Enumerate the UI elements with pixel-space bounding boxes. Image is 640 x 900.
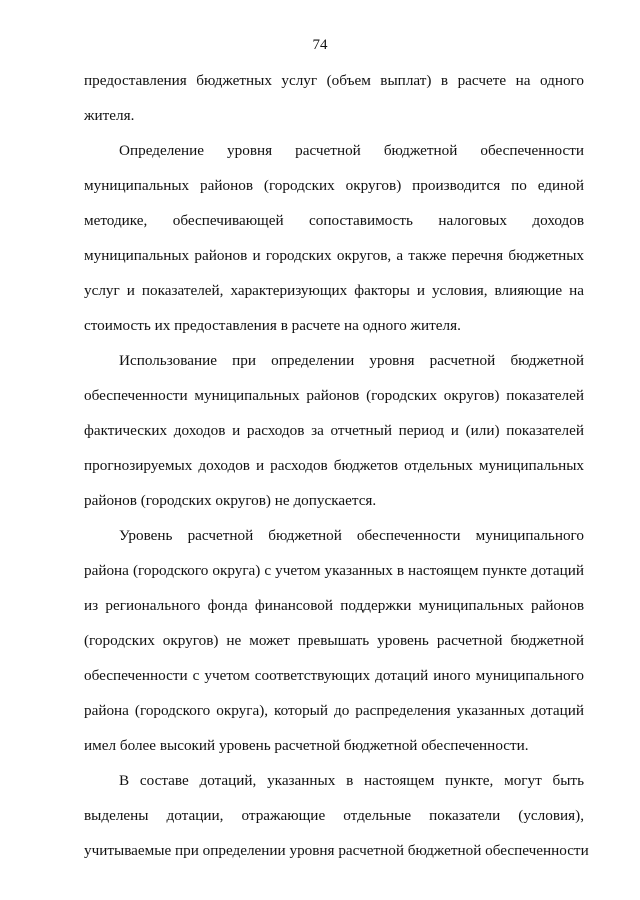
text-line: фактических доходов и расходов за отчетный период и (или) показателей xyxy=(84,422,584,439)
page-number: 74 xyxy=(312,37,328,53)
text-line: района (городского округа), который до распределения указанных дотаций xyxy=(84,702,584,719)
text-line: обеспеченности муниципальных районов (городских округов) показателей xyxy=(84,387,584,404)
text-line: районов (городских округов) не допускается. xyxy=(84,492,377,509)
text-line: В составе дотаций, указанных в настоящем пункте, могут быть xyxy=(119,772,584,789)
text-line: Уровень расчетной бюджетной обеспеченности муниципального xyxy=(119,527,584,544)
text-line: услуг и показателей, характеризующих факторы и условия, влияющие на xyxy=(84,282,584,299)
text-line: методике, обеспечивающей сопоставимость налоговых доходов xyxy=(84,212,584,229)
text-line: учитываемые при определении уровня расчетной бюджетной обеспеченности xyxy=(84,842,589,859)
text-line: Определение уровня расчетной бюджетной обеспеченности xyxy=(119,142,584,159)
text-line: района (городского округа) с учетом указанных в настоящем пункте дотаций xyxy=(84,562,584,579)
text-line: стоимость их предоставления в расчете на одного жителя. xyxy=(84,317,461,334)
text-line: муниципальных районов (городских округов) производится по единой xyxy=(84,177,584,194)
text-line: обеспеченности с учетом соответствующих дотаций иного муниципального xyxy=(84,667,584,684)
text-line: имел более высокий уровень расчетной бюджетной обеспеченности. xyxy=(84,737,529,754)
text-line: муниципальных районов и городских округов, а также перечня бюджетных xyxy=(84,247,584,264)
text-line: (городских округов) не может превышать уровень расчетной бюджетной xyxy=(84,632,584,649)
text-line: жителя. xyxy=(84,107,135,124)
text-line: Использование при определении уровня расчетной бюджетной xyxy=(119,352,584,369)
text-line: из регионального фонда финансовой поддержки муниципальных районов xyxy=(84,597,584,614)
text-line: выделены дотации, отражающие отдельные показатели (условия), xyxy=(84,807,584,824)
text-line: предоставления бюджетных услуг (объем выплат) в расчете на одного xyxy=(84,72,584,89)
text-line: прогнозируемых доходов и расходов бюджетов отдельных муниципальных xyxy=(84,457,584,474)
